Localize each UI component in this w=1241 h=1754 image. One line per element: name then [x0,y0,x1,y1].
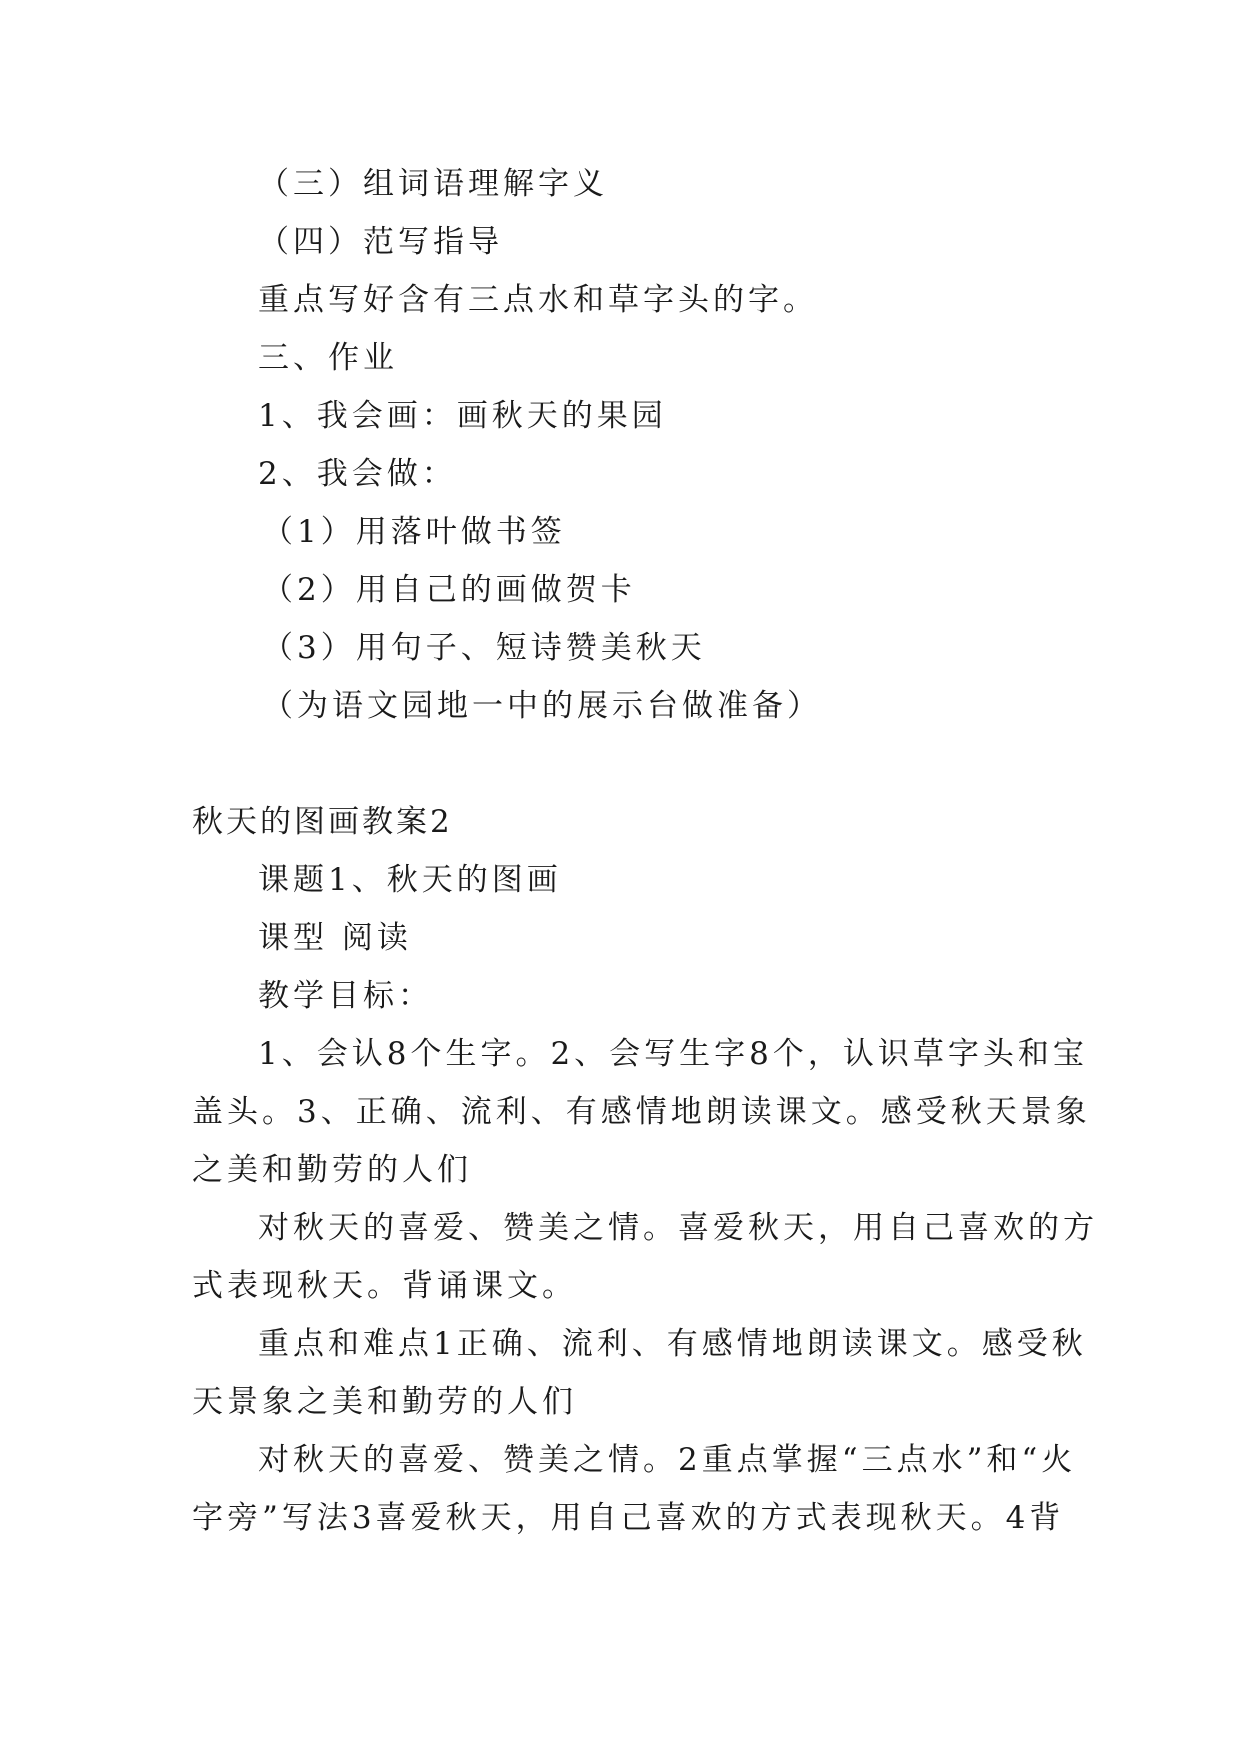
list-subitem-3: （3）用句子、短诗赞美秋天 [262,630,706,666]
list-subitem-1: （1）用落叶做书签 [262,514,566,550]
goals-paragraph-line-3: 之美和勤劳的人们 [192,1152,472,1188]
subheading-writing-guidance: （四）范写指导 [258,224,503,260]
list-item-homework-1: 1、我会画：画秋天的果园 [258,398,667,434]
goals-paragraph-2-line-2: 式表现秋天。背诵课文。 [192,1268,577,1304]
key-points-line-1: 重点和难点1正确、流利、有感情地朗读课文。感受秋 [258,1326,1087,1362]
list-item-homework-2: 2、我会做： [258,456,457,492]
note-showcase-prep: （为语文园地一中的展示台做准备） [262,688,822,724]
lesson-topic: 课题1、秋天的图画 [258,862,562,898]
list-subitem-2: （2）用自己的画做贺卡 [262,572,636,608]
paragraph-writing-focus: 重点写好含有三点水和草字头的字。 [258,282,818,318]
heading-homework: 三、作业 [258,340,398,376]
key-points-2-line-1: 对秋天的喜爱、赞美之情。2重点掌握“三点水”和“火 [258,1442,1077,1478]
subheading-word-meaning: （三）组词语理解字义 [258,166,608,202]
section-title: 秋天的图画教案2 [192,804,453,840]
goals-paragraph-line-1: 1、会认8个生字。2、会写生字8个，认识草字头和宝 [258,1036,1088,1072]
goals-paragraph-line-2: 盖头。3、正确、流利、有感情地朗读课文。感受秋天景象 [192,1094,1091,1130]
key-points-line-2: 天景象之美和勤劳的人们 [192,1384,577,1420]
key-points-2-line-2: 字旁”写法3喜爱秋天，用自己喜欢的方式表现秋天。4背 [192,1500,1065,1536]
teaching-goals-label: 教学目标： [258,978,433,1014]
lesson-type: 课型 阅读 [258,920,412,956]
goals-paragraph-2-line-1: 对秋天的喜爱、赞美之情。喜爱秋天，用自己喜欢的方 [258,1210,1098,1246]
